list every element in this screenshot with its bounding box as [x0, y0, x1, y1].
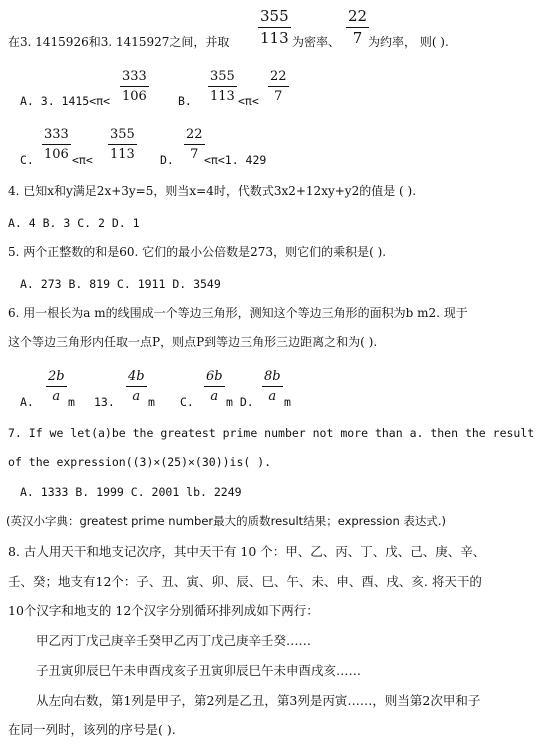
q7-options: A. 1333 B. 1999 C. 2001 lb. 2249	[20, 485, 242, 499]
q8-tiangan-row: 甲乙丙丁戊己庚辛壬癸甲乙丙丁戊己庚辛壬癸……	[36, 633, 312, 648]
q6-option-d-fraction	[262, 370, 283, 403]
q3-option-d-label: D.	[160, 153, 174, 167]
denominator: a	[210, 389, 219, 404]
q7-glossary: (英汉小字典：greatest prime number最大的质数result结果；expression 表达式.)	[6, 514, 447, 528]
numerator: 355	[208, 70, 237, 87]
q4-text: 4. 已知x和y满足2x+3y=5，则当x=4时，代数式3x2+12xy+y2的值是 ( ).	[8, 184, 417, 198]
q3-intro-c: 为约率， 则( ).	[368, 35, 449, 49]
q6-option-a-label: A.	[20, 395, 34, 409]
q6-option-a-fraction	[46, 370, 67, 403]
q5-text: 5. 两个正整数的和是60. 它们的最小公倍数是273，则它们的乘积是( ).	[8, 245, 387, 259]
denominator: a	[52, 389, 61, 404]
numerator: 6b	[204, 370, 225, 387]
q8-line-1: 8. 古人用天干和地支记次序，其中天干有 10 个：甲、乙、丙、丁、戊、己、庚、辛、	[8, 544, 486, 559]
q3-option-b-fraction-1	[208, 70, 237, 103]
numerator: 355	[108, 128, 137, 145]
numerator: 22	[268, 70, 289, 87]
q6-option-b-label: 13.	[94, 395, 115, 409]
q8-dizhi-row: 子丑寅卯辰巳午未申酉戌亥子丑寅卯辰巳午未申酉戌亥……	[36, 663, 362, 678]
q3-fraction-355-113	[258, 9, 291, 46]
q6-option-b-fraction	[126, 370, 147, 403]
numerator: 22	[184, 128, 205, 145]
numerator: 22	[346, 9, 369, 28]
q3-option-b-mid: <π<	[238, 94, 259, 108]
q6-option-c-label: C.	[180, 395, 194, 409]
q6-option-d-unit: m	[284, 395, 291, 409]
numerator: 4b	[126, 370, 147, 387]
numerator: 355	[258, 9, 291, 28]
q3-option-c-label: C.	[20, 153, 34, 167]
q3-option-b-fraction-2	[268, 70, 289, 103]
numerator: 333	[42, 128, 71, 145]
q6-option-c-unit: m D.	[226, 395, 254, 409]
denominator: 106	[44, 147, 69, 162]
denominator: 113	[110, 147, 135, 162]
q3-option-c-fraction-2	[108, 128, 137, 161]
numerator: 2b	[46, 370, 67, 387]
q6-line-1: 6. 用一根长为a m的线围成一个等边三角形，测知这个等边三角形的面积为b m2. 现于	[8, 306, 468, 320]
q8-line-4: 从左向右数，第1列是甲子，第2列是乙丑，第3列是丙寅……，则当第2次甲和子	[36, 693, 481, 708]
q8-line-5: 在同一列时，该列的序号是( ).	[8, 722, 176, 737]
q5-options: A. 273 B. 819 C. 1911 D. 3549	[20, 277, 221, 291]
q6-option-c-fraction	[204, 370, 225, 403]
q3-fraction-22-7	[346, 9, 369, 46]
q3-option-c-fraction-1	[42, 128, 71, 161]
q3-option-a-fraction	[120, 70, 149, 103]
denominator: a	[268, 389, 277, 404]
q3-intro-b: 为密率、	[292, 35, 341, 49]
q7-line-1: 7. If we let(a)be the greatest prime number not more than a. then the result	[8, 426, 535, 440]
q4-options: A. 4 B. 3 C. 2 D. 1	[8, 216, 140, 230]
q6-option-b-unit: m	[148, 395, 155, 409]
denominator: 7	[274, 89, 283, 104]
q6-line-2: 这个等边三角形内任取一点P，则点P到等边三角形三边距离之和为( ).	[8, 335, 378, 349]
q7-line-2: of the expression((3)×(25)×(30))is( ).	[8, 455, 272, 469]
denominator: a	[132, 389, 141, 404]
q8-line-3: 10个汉字和地支的 12个汉字分别循环排列成如下两行：	[8, 603, 319, 618]
denominator: 113	[210, 89, 235, 104]
numerator: 333	[120, 70, 149, 87]
denominator: 106	[122, 89, 147, 104]
q3-option-c-mid: <π<	[72, 153, 93, 167]
q8-line-2: 壬、癸；地支有12个：子、丑、寅、卯、辰、巳、午、未、申、酉、戌、亥. 将天干的	[8, 574, 482, 589]
q3-intro-a: 在3. 1415926和3. 1415927之间，并取	[8, 35, 230, 49]
numerator: 8b	[262, 370, 283, 387]
q6-option-a-unit: m	[68, 395, 75, 409]
denominator: 7	[190, 147, 199, 162]
denominator: 113	[260, 29, 289, 47]
q3-option-d-tail: <π<1. 429	[204, 153, 267, 167]
q3-option-b-label: B.	[178, 94, 192, 108]
q3-option-d-fraction	[184, 128, 205, 161]
q3-option-a-label: A. 3. 1415<π<	[20, 94, 111, 108]
denominator: 7	[352, 29, 363, 47]
